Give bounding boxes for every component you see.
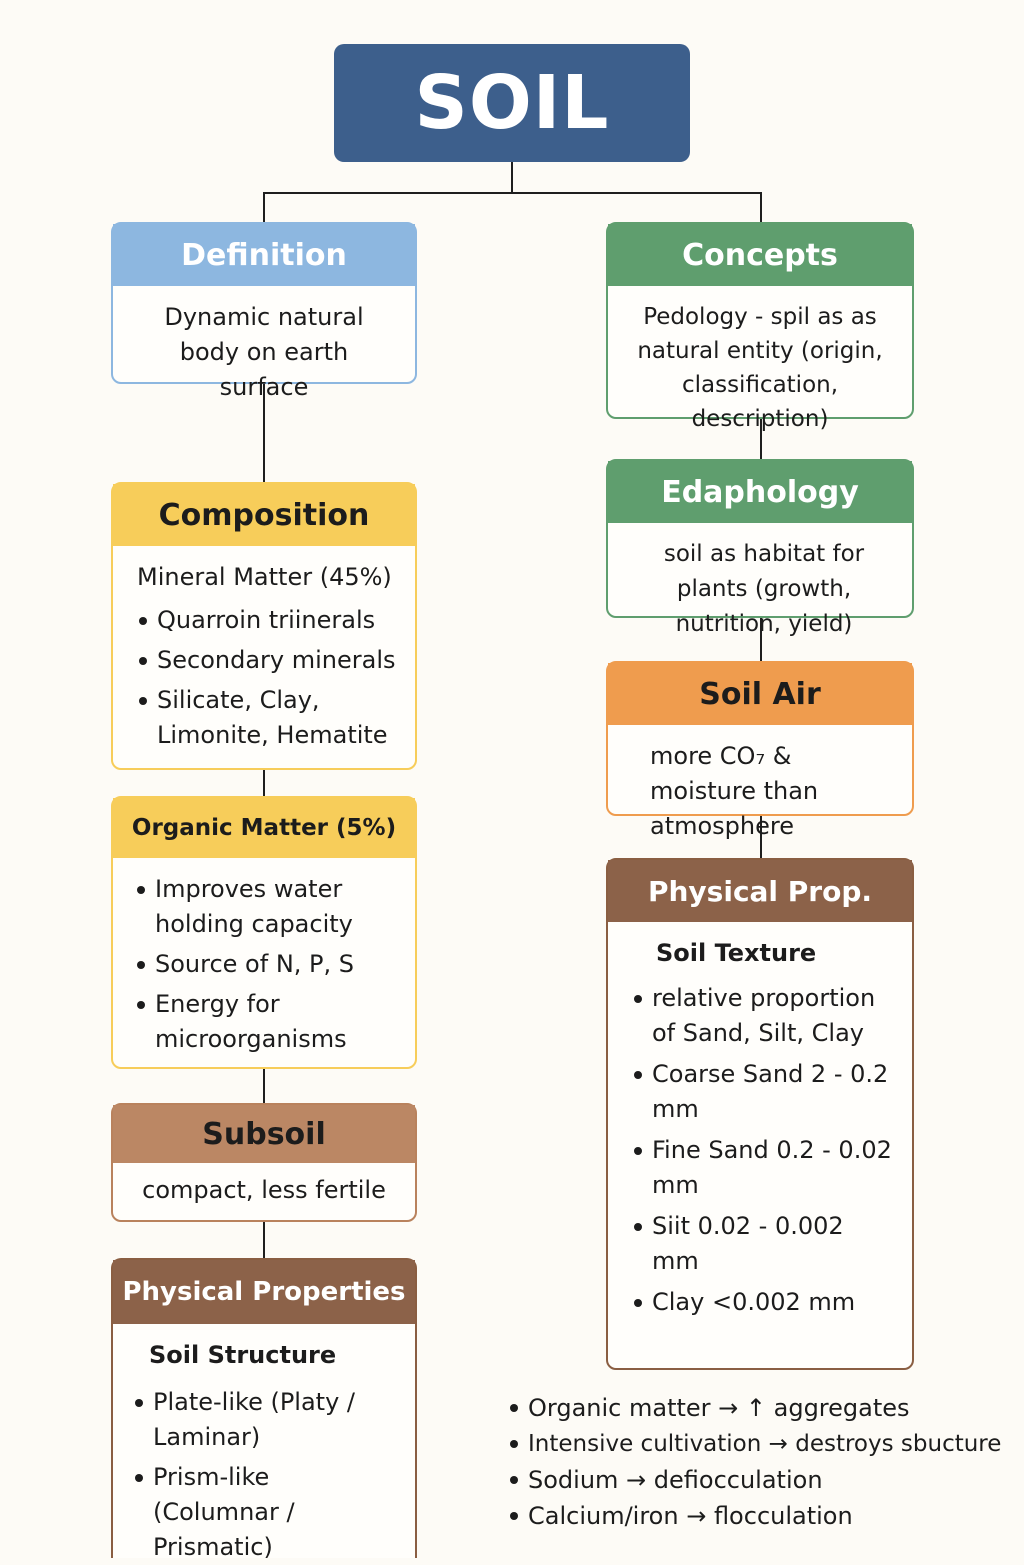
list-item: relative proportion of Sand, Silt, Clay (632, 981, 898, 1051)
list-item: Fine Sand 0.2 - 0.02 mm (632, 1133, 898, 1203)
list-item: Quarroin triinerals (137, 603, 401, 638)
composition-header: Composition (113, 484, 415, 546)
soil-air-box (606, 661, 914, 840)
definition-box (111, 222, 417, 401)
soil-air-header: Soil Air (608, 663, 912, 725)
connector-to-concepts (760, 192, 762, 224)
physical-prop-box (606, 858, 914, 1370)
connector-horizontal (263, 192, 762, 194)
notes-list (508, 1390, 1018, 1534)
soil-air-text: more CO₇ & moisture than atmosphere (650, 742, 819, 840)
list-item: Coarse Sand 2 - 0.2 mm (632, 1057, 898, 1127)
physical-properties-box (111, 1258, 417, 1561)
subsoil-text: compact, less fertile (142, 1176, 386, 1204)
list-item: Calcium/iron → flocculation (508, 1498, 1018, 1534)
concepts-header: Concepts (608, 224, 912, 286)
connector-organic-subsoil (263, 1069, 265, 1105)
soil-structure-heading: Soil Structure (149, 1341, 337, 1369)
subsoil-box (111, 1103, 417, 1222)
definition-header: Definition (113, 224, 415, 286)
structure-notes (508, 1390, 1018, 1534)
connector-root-down (511, 162, 513, 194)
soil-texture-list (632, 981, 898, 1320)
composition-box (111, 482, 417, 770)
list-item: Secondary minerals (137, 643, 401, 678)
organic-matter-header: Organic Matter (5%) (113, 798, 415, 858)
organic-matter-box (111, 796, 417, 1069)
list-item: Plate-like (Platy / Laminar) (133, 1385, 401, 1455)
concepts-text: Pedology - spil as as natural entity (origin, classification, description) (637, 304, 883, 432)
soil-structure-list (133, 1385, 401, 1565)
composition-list (137, 603, 401, 753)
edaphology-header: Edaphology (608, 461, 912, 523)
soil-texture-heading: Soil Texture (656, 939, 817, 967)
list-item: Silicate, Clay, Limonite, Hematite (137, 683, 401, 753)
list-item: Organic matter → ↑ aggregates (508, 1390, 1018, 1426)
connector-composition-organic (263, 770, 265, 798)
definition-text: Dynamic natural body on earth surface (164, 303, 364, 401)
connector-to-definition (263, 192, 265, 224)
root-title: SOIL (334, 44, 690, 162)
list-item: Improves water holding capacity (135, 872, 401, 942)
concepts-box (606, 222, 914, 432)
list-item: Energy for microorganisms (135, 987, 401, 1057)
edaphology-text: soil as habitat for plants (growth, nutrition, yield) (663, 541, 865, 637)
subsoil-header: Subsoil (113, 1105, 415, 1163)
list-item: Source of N, P, S (135, 947, 401, 982)
edaphology-box (606, 459, 914, 637)
mineral-matter-heading: Mineral Matter (45%) (137, 563, 392, 591)
connector-subsoil-physical (263, 1222, 265, 1260)
list-item: Sodium → defiocculation (508, 1462, 1018, 1498)
organic-matter-list (135, 872, 401, 1057)
list-item: Prism-like (Columnar / Prismatic) (133, 1460, 401, 1565)
list-item: Siit 0.02 - 0.002 mm (632, 1209, 898, 1279)
list-item: Intensive cultivation → destroys sbucture (508, 1426, 1018, 1462)
physical-prop-header: Physical Prop. (608, 860, 912, 922)
list-item: Clay <0.002 mm (632, 1285, 898, 1320)
physical-properties-header: Physical Properties (113, 1260, 415, 1324)
